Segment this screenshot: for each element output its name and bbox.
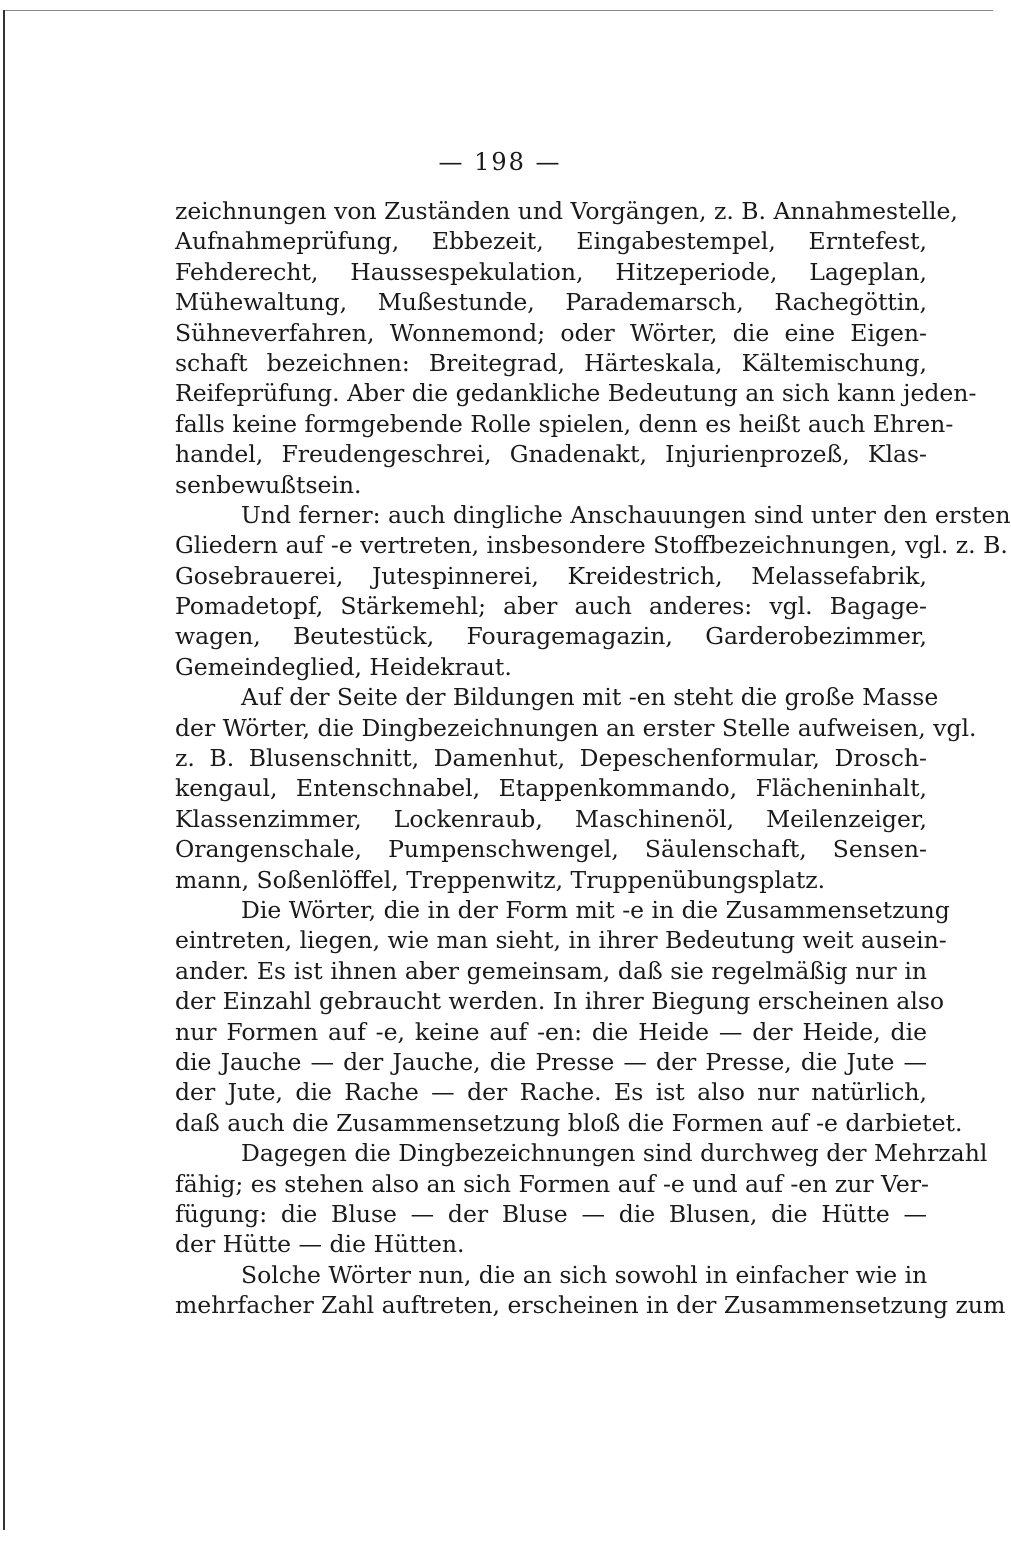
body-text (175, 196, 1011, 1320)
text-line: Aufnahmeprüfung, Ebbezeit, Eingabestempel, Erntefest, (175, 227, 927, 256)
page-edge-left (3, 10, 5, 1530)
text-line: handel, Freudengeschrei, Gnadenakt, Injurienprozeß, Klas- (175, 440, 927, 469)
text-line: daß auch die Zusammensetzung bloß die Formen auf -e darbietet. (175, 1108, 963, 1137)
text-line: Reifeprüfung. Aber die gedankliche Bedeutung an sich kann jeden- (175, 379, 977, 408)
text-line: der Einzahl gebraucht werden. In ihrer Biegung erscheinen also (175, 987, 945, 1016)
text-line: senbewußtsein. (175, 470, 362, 499)
text-line: der Wörter, die Dingbezeichnungen an erster Stelle aufweisen, vgl. (175, 713, 977, 742)
text-line: zeichnungen von Zuständen und Vorgängen, z. B. Annahmestelle, (175, 197, 958, 225)
text-line: die Jauche — der Jauche, die Presse — der Presse, die Jute — (175, 1047, 927, 1076)
text-line: Orangenschale, Pumpenschwengel, Säulenschaft, Sensen- (175, 835, 927, 864)
text-line: fügung: die Bluse — der Bluse — die Blusen, die Hütte — (175, 1199, 927, 1228)
text-line: der Hütte — die Hütten. (175, 1230, 465, 1259)
text-line: nur Formen auf -e, keine auf -en: die Heide — der Heide, die (175, 1017, 927, 1046)
text-line: falls keine formgebende Rolle spielen, denn es heißt auch Ehren- (175, 409, 954, 438)
text-line: Sühneverfahren, Wonnemond; oder Wörter, die eine Eigen- (175, 318, 927, 347)
text-line: ander. Es ist ihnen aber gemeinsam, daß sie regelmäßig nur in (175, 956, 927, 985)
text-line: mehrfacher Zahl auftreten, erscheinen in der Zusammensetzung zum (175, 1291, 1006, 1320)
text-line: Solche Wörter nun, die an sich sowohl in einfacher wie in (241, 1260, 928, 1289)
text-line: Klassenzimmer, Lockenraub, Maschinenöl, Meilenzeiger, (175, 804, 927, 833)
text-line: eintreten, liegen, wie man sieht, in ihrer Bedeutung weit ausein- (175, 926, 947, 955)
text-line: Dagegen die Dingbezeichnungen sind durchweg der Mehrzahl (241, 1139, 988, 1168)
text-line: Gemeindeglied, Heidekraut. (175, 652, 512, 681)
text-line: Und ferner: auch dingliche Anschauungen sind unter den ersten (241, 500, 1011, 529)
page-edge-top (3, 10, 993, 11)
text-line: fähig; es stehen also an sich Formen auf -e und auf -en zur Ver- (175, 1169, 929, 1198)
text-line: z. B. Blusenschnitt, Damenhut, Depeschenformular, Drosch- (175, 744, 927, 773)
page-number: — 198 — (438, 148, 562, 176)
text-line: kengaul, Entenschnabel, Etappenkommando, Flächeninhalt, (175, 774, 927, 803)
text-line: Auf der Seite der Bildungen mit -en steht die große Masse (241, 683, 939, 712)
text-line: Pomadetopf, Stärkemehl; aber auch anderes: vgl. Bagage- (175, 592, 927, 621)
text-line: wagen, Beutestück, Fouragemagazin, Garderobezimmer, (175, 622, 927, 651)
text-line: mann, Soßenlöffel, Treppenwitz, Truppenübungsplatz. (175, 865, 826, 894)
text-line: der Jute, die Rache — der Rache. Es ist also nur natürlich, (175, 1078, 927, 1107)
text-line: schaft bezeichnen: Breitegrad, Härteskala, Kältemischung, (175, 348, 927, 377)
text-line: Fehderecht, Haussespekulation, Hitzeperiode, Lageplan, (175, 257, 927, 286)
text-line: Mühewaltung, Mußestunde, Parademarsch, Rachegöttin, (175, 288, 927, 317)
text-line: Die Wörter, die in der Form mit -e in die Zusammensetzung (241, 895, 950, 924)
text-line: Gosebrauerei, Jutespinnerei, Kreidestrich, Melassefabrik, (175, 561, 927, 590)
text-line: Gliedern auf -e vertreten, insbesondere Stoffbezeichnungen, vgl. z. B. (175, 531, 1008, 560)
